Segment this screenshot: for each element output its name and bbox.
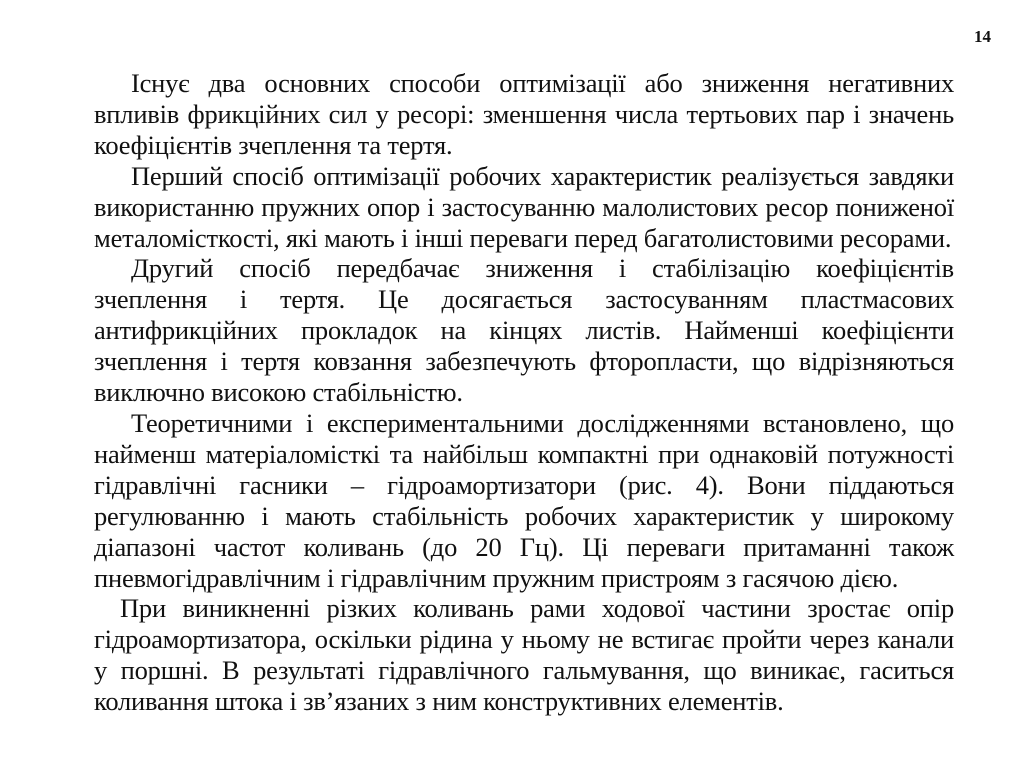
paragraph-2: Перший спосіб оптимізації робочих характеристик реалізується завдяки використанню пружних опор і застосуванню малолистових ресор пониженої металомісткості, які мають і інші переваги перед багатолистовими ресорами. [94, 160, 954, 253]
body-text [94, 68, 954, 717]
page-number: 14 [974, 27, 991, 46]
paragraph-4: Теоретичними і експериментальними дослідженнями встановлено, що найменш матеріаломісткі та найбільш компактні при однаковій потужності гідравлічні гасники – гідроамортизатори (рис. 4). Вони піддаються регулюванню і мають стабільність робочих характеристик у широкому діапазоні частот коливань (до 20 Гц). Ці переваги притаманні також пневмогідравлічним і гідравлічним пружним пристроям з гасячою дією. [94, 407, 954, 593]
paragraph-1: Існує два основних способи оптимізації або зниження негативних впливів фрикційних сил у ресорі: зменшення числа тертьових пар і значень коефіцієнтів зчеплення та тертя. [94, 68, 954, 160]
paragraph-5: При виникненні різких коливань рами ходової частини зростає опір гідроамортизатора, оскільки рідина у ньому не встигає пройти через канали у поршні. В результаті гідравлічного гальмування, що виникає, гаситься коливання штока і зв’язаних з ним конструктивних елементів. [94, 593, 954, 717]
paragraph-3: Другий спосіб передбачає зниження і стабілізацію коефіцієнтів зчеплення і тертя. Це досягається застосуванням пластмасових антифрикційних прокладок на кінцях листів. Найменші коефіцієнти зчеплення і тертя ковзання забезпечують фторопласти, що відрізняються виключно високою стабільністю. [94, 253, 954, 408]
